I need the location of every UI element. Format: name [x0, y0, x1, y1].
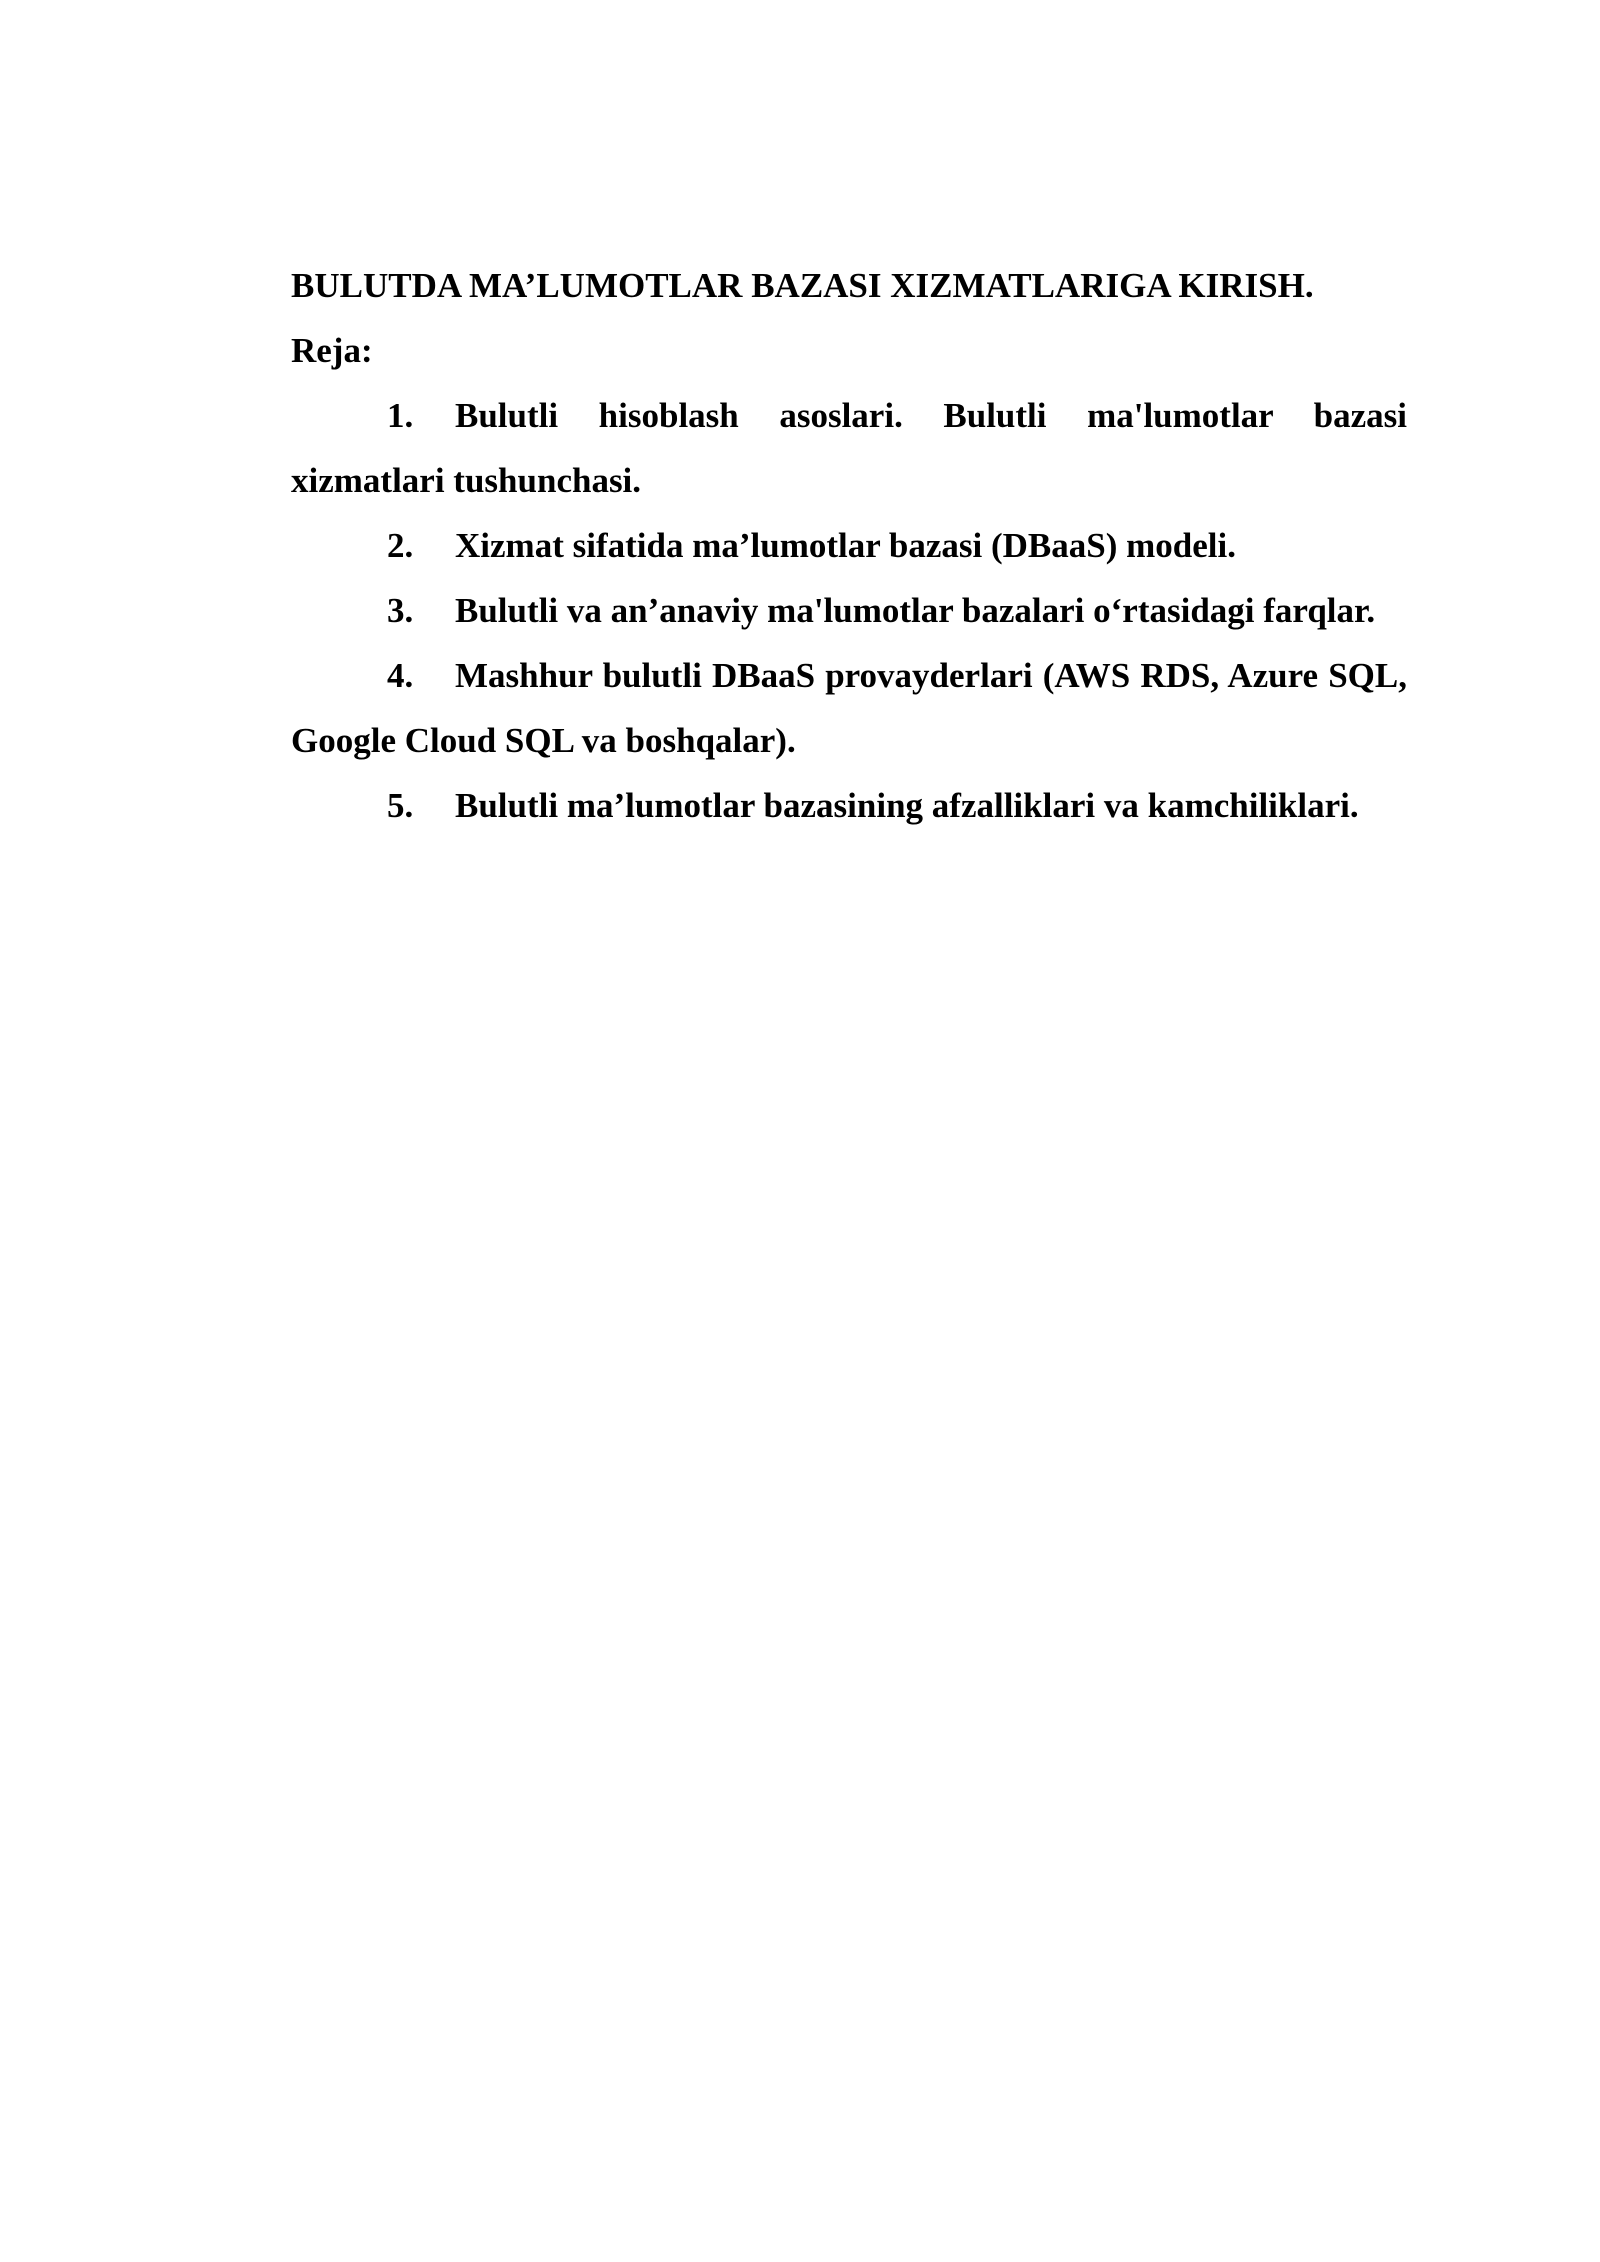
plan-item-2	[291, 513, 1407, 578]
plan-item-text: Bulutli ma’lumotlar bazasining afzalliklari va kamchiliklari.	[455, 786, 1359, 825]
plan-label: Reja:	[291, 331, 373, 370]
document-title: BULUTDA MA’LUMOTLAR BAZASI XIZMATLARIGA KIRISH.	[291, 266, 1314, 305]
plan-item-1	[291, 383, 1407, 513]
plan-item-number: 3.	[387, 591, 414, 630]
plan-item-3	[291, 578, 1407, 643]
plan-item-number: 2.	[387, 526, 414, 565]
plan-item-text: Bulutli va an’anaviy ma'lumotlar bazalari o‘rtasidagi farqlar.	[455, 591, 1376, 630]
plan-item-5	[291, 773, 1407, 838]
plan-item-number: 1.	[387, 396, 414, 435]
plan-list	[291, 383, 1407, 838]
plan-item-text: Xizmat sifatida ma’lumotlar bazasi (DBaaS) modeli.	[455, 526, 1236, 565]
plan-item-text: Bulutli hisoblash asoslari. Bulutli ma'lumotlar bazasi xizmatlari tushunchasi.	[291, 396, 1407, 500]
document-body	[291, 253, 1407, 838]
plan-item-number: 4.	[387, 656, 414, 695]
plan-item-text: Mashhur bulutli DBaaS provayderlari (AWS RDS, Azure SQL, Google Cloud SQL va boshqalar).	[291, 656, 1407, 760]
plan-item-number: 5.	[387, 786, 414, 825]
plan-item-4	[291, 643, 1407, 773]
